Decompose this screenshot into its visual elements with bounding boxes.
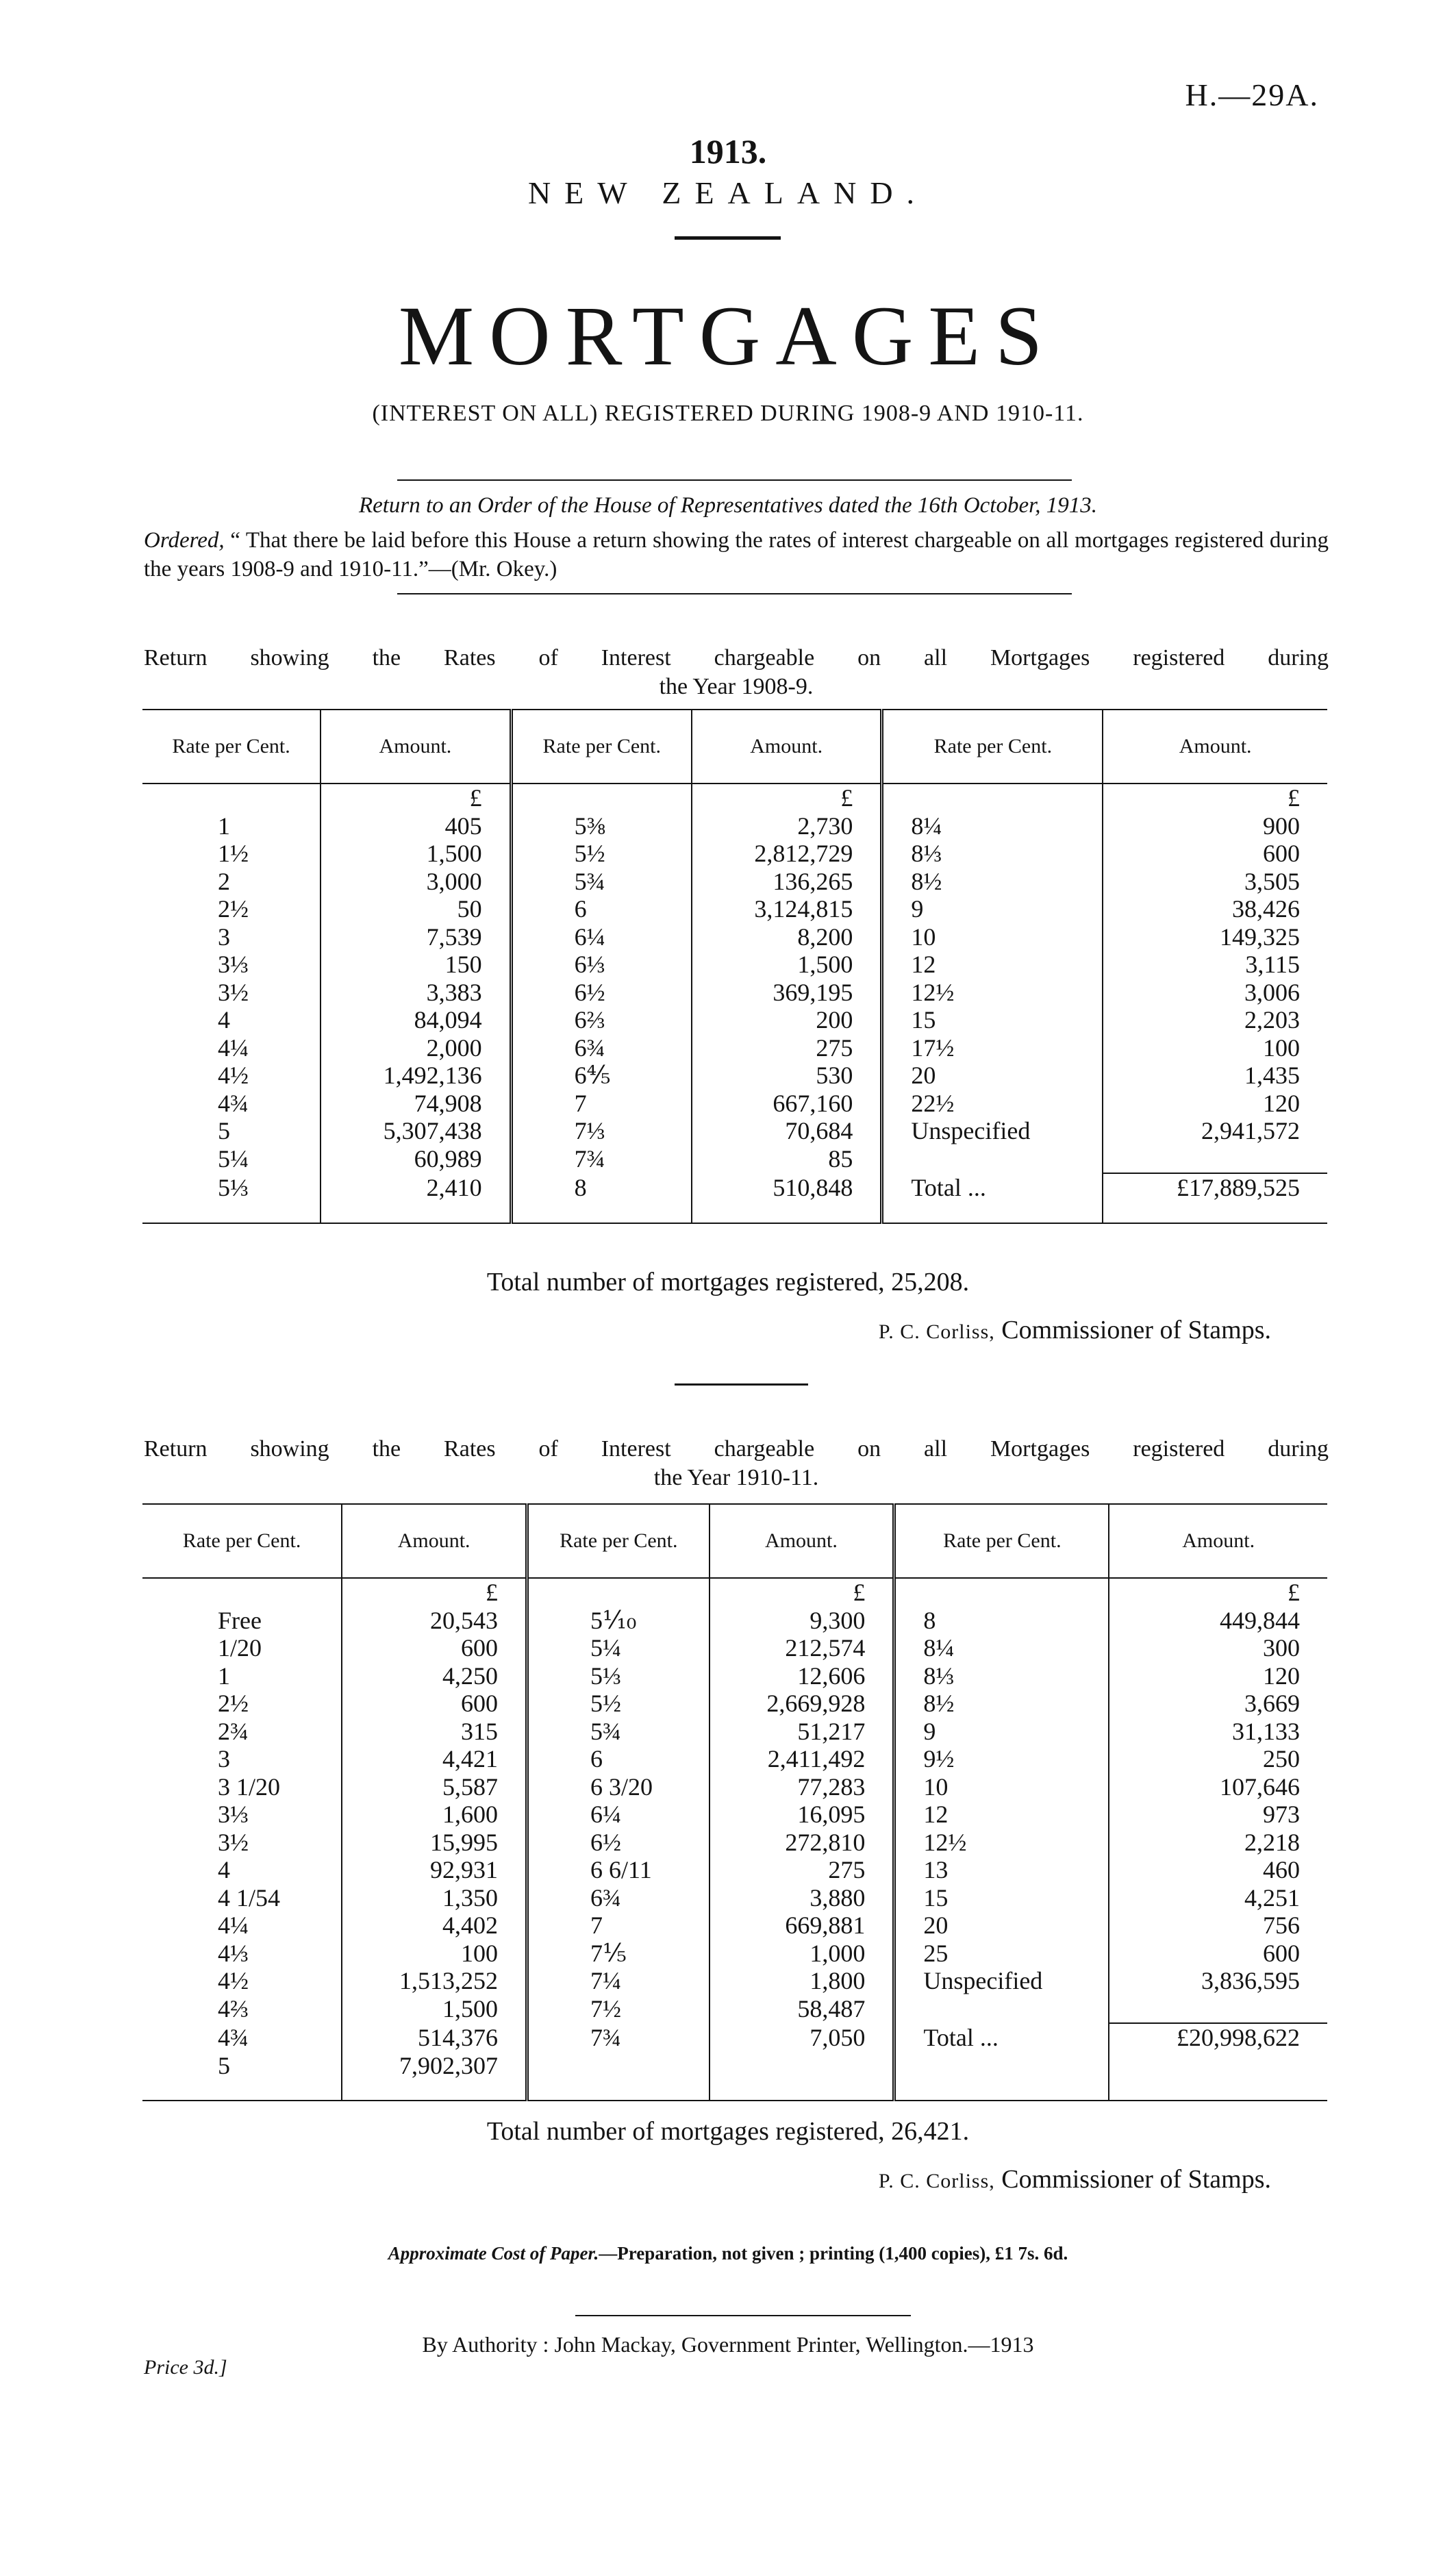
amount-cell: 600: [342, 1690, 527, 1718]
column-header: Amount.: [1103, 710, 1327, 784]
rate-cell: 3½: [142, 1829, 342, 1857]
rate-cell: 4: [142, 1006, 321, 1034]
rate-cell: 8⅓: [882, 840, 1103, 868]
amount-cell: 50: [321, 895, 511, 923]
amount-cell: 275: [710, 1856, 894, 1884]
rate-cell: 6¾: [511, 1034, 692, 1062]
amount-cell: 4,251: [1244, 1883, 1300, 1912]
amount-cell: 92,931: [342, 1856, 527, 1884]
amount-cell: 200: [692, 1006, 882, 1034]
amount-cell: 7,050: [710, 2023, 894, 2052]
amount-cell: 12,606: [710, 1662, 894, 1690]
amount-cell: 136,265: [692, 868, 882, 896]
amount-cell: 2,730: [692, 812, 882, 840]
amount-cell: 1,435: [1244, 1062, 1300, 1090]
rate-cell: 4⅔: [142, 1995, 342, 2024]
rate-cell: 5⅒: [527, 1607, 710, 1635]
rate-cell: 20: [894, 1912, 1109, 1940]
rate-cell: 7⅕: [527, 1940, 710, 1968]
currency-symbol: £: [1288, 784, 1300, 812]
amount-cell: 1,513,252: [342, 1967, 527, 1995]
rate-cell: 15: [882, 1006, 1103, 1034]
document-year: 1913.: [689, 132, 767, 171]
amount-cell: 369,195: [692, 979, 882, 1007]
table-row: [142, 895, 1327, 923]
amount-cell: 3,505: [1244, 867, 1300, 895]
amount-cell: [1109, 2052, 1327, 2080]
table-row: [142, 1829, 1327, 1857]
table-row: [142, 1718, 1327, 1746]
rate-cell: [894, 1995, 1109, 2024]
amount-cell: 973: [1263, 1801, 1300, 1829]
table-row: [142, 1690, 1327, 1718]
amount-cell: [710, 2052, 894, 2080]
amount-cell: 2,410: [321, 1173, 511, 1202]
amount-cell: 7,539: [321, 923, 511, 951]
rate-cell: 10: [894, 1773, 1109, 1801]
amount-cell: 3,836,595: [1201, 1967, 1300, 1995]
rate-cell: 5¾: [527, 1718, 710, 1746]
rate-cell: 6⅔: [511, 1006, 692, 1034]
amount-cell: 3,124,815: [692, 895, 882, 923]
rate-cell: [894, 2052, 1109, 2080]
amount-cell: 2,812,729: [692, 840, 882, 868]
rate-cell: 4¼: [142, 1034, 321, 1062]
amount-cell: 84,094: [321, 1006, 511, 1034]
table-row: [142, 923, 1327, 951]
amount-cell: 120: [1263, 1662, 1300, 1690]
amount-cell: [1103, 1145, 1327, 1174]
table1-heading-line2: the Year 1908-9.: [659, 674, 814, 699]
document-title: MORTGAGES: [398, 289, 1058, 383]
order-text: [144, 526, 1329, 584]
rate-cell: 4¼: [142, 1912, 342, 1940]
amount-cell: 300: [1263, 1634, 1300, 1662]
signatory-name: P. C. Corliss,: [878, 2170, 995, 2192]
column-header: Amount.: [321, 710, 511, 784]
rate-cell: 25: [894, 1940, 1109, 1968]
rate-cell: 4¾: [142, 2023, 342, 2052]
table-row: [142, 1145, 1327, 1174]
table-row: [142, 1090, 1327, 1118]
table2-heading-line2: the Year 1910-11.: [653, 1465, 819, 1490]
rate-cell: 8: [894, 1607, 1109, 1635]
column-header: Rate per Cent.: [882, 710, 1103, 784]
amount-cell: 275: [692, 1034, 882, 1062]
rate-cell: 7: [527, 1912, 710, 1940]
rate-cell: Total ...: [894, 2023, 1109, 2052]
rate-cell: 6½: [511, 979, 692, 1007]
rate-cell: 6⅘: [511, 1062, 692, 1090]
rate-cell: 6⅓: [511, 951, 692, 979]
rate-cell: 12½: [894, 1829, 1109, 1857]
rate-cell: 8¼: [882, 812, 1103, 840]
table-row: [142, 2052, 1327, 2080]
column-header: Rate per Cent.: [142, 1504, 342, 1578]
currency-symbol: £: [692, 784, 882, 812]
amount-cell: 1,492,136: [321, 1062, 511, 1090]
amount-cell: 460: [1263, 1856, 1300, 1884]
amount-cell: 514,376: [342, 2023, 527, 2052]
table-row: [142, 840, 1327, 868]
rate-cell: 8: [511, 1173, 692, 1202]
table2-signature: [879, 2164, 1271, 2194]
rate-cell: 9½: [894, 1745, 1109, 1773]
column-header: Amount.: [1109, 1504, 1327, 1578]
amount-cell: 405: [321, 812, 511, 840]
rate-cell: 2½: [142, 1690, 342, 1718]
column-header: Rate per Cent.: [527, 1504, 710, 1578]
table-row: [142, 1662, 1327, 1690]
amount-cell: 100: [342, 1940, 527, 1968]
amount-cell: 3,006: [1244, 978, 1300, 1006]
price: Price 3d.]: [144, 2356, 227, 2379]
amount-cell: 58,487: [710, 1995, 894, 2024]
table-row: [142, 1062, 1327, 1090]
table2-heading: [144, 1435, 1329, 1492]
footer-rule: [575, 2315, 911, 2316]
amount-cell: 2,000: [321, 1034, 511, 1062]
signatory-title: Commissioner of Stamps.: [1001, 2165, 1271, 2194]
amount-cell: 3,000: [321, 868, 511, 896]
amount-cell: [1109, 1995, 1327, 2024]
table1-header-row: [142, 710, 1327, 784]
rate-cell: 7¼: [527, 1967, 710, 1995]
amount-cell: 212,574: [710, 1634, 894, 1662]
divider-rule: [397, 479, 1072, 481]
amount-cell: 120: [1263, 1089, 1300, 1117]
rate-cell: [882, 1145, 1103, 1174]
amount-cell: 149,325: [1220, 923, 1300, 951]
amount-cell: 756: [1263, 1912, 1300, 1940]
rate-cell: 5¼: [527, 1634, 710, 1662]
table-row: [142, 1773, 1327, 1801]
currency-row: [142, 784, 1327, 812]
table1-heading: [144, 644, 1329, 701]
currency-symbol: £: [710, 1578, 894, 1607]
table2-total-count: Total number of mortgages registered, 26,421.: [486, 2117, 970, 2146]
printer-authority: By Authority : John Mackay, Government Printer, Wellington.—1913: [422, 2332, 1034, 2357]
table-row: [142, 812, 1327, 840]
rate-cell: 6¼: [511, 923, 692, 951]
rate-cell: 2½: [142, 895, 321, 923]
divider-rule: [397, 593, 1072, 594]
currency-symbol: £: [321, 784, 511, 812]
column-header: Rate per Cent.: [894, 1504, 1109, 1578]
amount-cell: 2,941,572: [1201, 1117, 1300, 1145]
ordered-label: Ordered,: [144, 528, 225, 553]
amount-cell: 2,218: [1244, 1828, 1300, 1856]
column-header: Amount.: [710, 1504, 894, 1578]
amount-cell: 3,880: [710, 1884, 894, 1912]
table1-signature: [879, 1315, 1271, 1345]
table-row: [142, 1117, 1327, 1145]
currency-row: [142, 1578, 1327, 1607]
rate-cell: 22½: [882, 1090, 1103, 1118]
rate-cell: 4: [142, 1856, 342, 1884]
rate-cell: 3½: [142, 979, 321, 1007]
amount-cell: 600: [1263, 1939, 1300, 1967]
amount-cell: 667,160: [692, 1090, 882, 1118]
rate-cell: 5½: [527, 1690, 710, 1718]
table-row: [142, 1884, 1327, 1912]
amount-cell: 272,810: [710, 1829, 894, 1857]
rate-cell: 6 3/20: [527, 1773, 710, 1801]
table2: [142, 1503, 1327, 2101]
currency-symbol: £: [342, 1578, 527, 1607]
rate-cell: 5: [142, 2052, 342, 2080]
signatory-name: P. C. Corliss,: [878, 1320, 995, 1343]
rate-cell: 4¾: [142, 1090, 321, 1118]
cost-label: Approximate Cost of Paper.: [388, 2243, 599, 2264]
amount-cell: 1,000: [710, 1940, 894, 1968]
amount-cell: 2,203: [1244, 1006, 1300, 1034]
amount-cell: 60,989: [321, 1145, 511, 1174]
rate-cell: 3⅓: [142, 1801, 342, 1829]
table-row: [142, 1607, 1327, 1635]
section-rule: [675, 1383, 808, 1386]
document-subtitle: (INTEREST ON ALL) REGISTERED DURING 1908-9 AND 1910-11.: [372, 401, 1084, 426]
amount-cell: 315: [342, 1718, 527, 1746]
currency-symbol: £: [1288, 1579, 1300, 1607]
table-row: [142, 1801, 1327, 1829]
table-row: [142, 1745, 1327, 1773]
rate-cell: 7½: [527, 1995, 710, 2024]
amount-cell: 31,133: [1232, 1717, 1300, 1745]
rate-cell: 5⅓: [142, 1173, 321, 1202]
table-row: [142, 979, 1327, 1007]
amount-cell: 51,217: [710, 1718, 894, 1746]
rate-cell: 10: [882, 923, 1103, 951]
cost-of-paper: [0, 2243, 1456, 2264]
rate-cell: 3: [142, 923, 321, 951]
country-heading: NEW ZEALAND.: [527, 175, 929, 210]
rate-cell: Total ...: [882, 1173, 1103, 1202]
rate-cell: 13: [894, 1856, 1109, 1884]
rate-cell: 15: [894, 1884, 1109, 1912]
rate-cell: 4½: [142, 1967, 342, 1995]
rate-cell: 7: [511, 1090, 692, 1118]
amount-cell: 5,307,438: [321, 1117, 511, 1145]
rate-cell: 5⅓: [527, 1662, 710, 1690]
rate-cell: 9: [882, 895, 1103, 923]
amount-cell: 74,908: [321, 1090, 511, 1118]
rate-cell: 3⅓: [142, 951, 321, 979]
table1: [142, 709, 1327, 1224]
order-body: “ That there be laid before this House a return showing the rates of interest chargeable on all mortgages registered during the years 1908-9 and 1910-11.”—(Mr. Okey.): [144, 528, 1329, 581]
rate-cell: 8½: [882, 868, 1103, 896]
rate-cell: 8⅓: [894, 1662, 1109, 1690]
rate-cell: Free: [142, 1607, 342, 1635]
amount-cell: £17,889,525: [1103, 1173, 1327, 1202]
rate-cell: 3: [142, 1745, 342, 1773]
table2-heading-line1: Return showing the Rates of Interest chargeable on all Mortgages registered during: [144, 1436, 1329, 1462]
order-reference: Return to an Order of the House of Representatives dated the 16th October, 1913.: [358, 493, 1098, 518]
rate-cell: [527, 2052, 710, 2080]
rate-cell: Unspecified: [894, 1967, 1109, 1995]
column-header: Amount.: [692, 710, 882, 784]
rate-cell: 5: [142, 1117, 321, 1145]
rate-cell: 6: [511, 895, 692, 923]
amount-cell: 4,250: [342, 1662, 527, 1690]
amount-cell: £20,998,622: [1109, 2023, 1327, 2052]
column-header: Rate per Cent.: [142, 710, 321, 784]
amount-cell: 250: [1263, 1745, 1300, 1773]
amount-cell: 107,646: [1220, 1772, 1300, 1801]
amount-cell: 600: [342, 1634, 527, 1662]
rate-cell: 4 1/54: [142, 1884, 342, 1912]
amount-cell: 4,421: [342, 1745, 527, 1773]
table-row: [142, 1912, 1327, 1940]
rate-cell: 7¾: [511, 1145, 692, 1174]
rate-cell: 5¾: [511, 868, 692, 896]
rate-cell: 6½: [527, 1829, 710, 1857]
amount-cell: 1,500: [321, 840, 511, 868]
amount-cell: 3,115: [1245, 951, 1300, 979]
amount-cell: 600: [1263, 840, 1300, 868]
table-row: [142, 1006, 1327, 1034]
table1-total-count: Total number of mortgages registered, 25,208.: [486, 1268, 970, 1296]
amount-cell: 7,902,307: [342, 2052, 527, 2080]
rate-cell: 20: [882, 1062, 1103, 1090]
rate-cell: 6: [527, 1745, 710, 1773]
rate-cell: 2: [142, 868, 321, 896]
short-rule: [675, 236, 781, 240]
amount-cell: 530: [692, 1062, 882, 1090]
rate-cell: 4½: [142, 1062, 321, 1090]
rate-cell: 6¾: [527, 1884, 710, 1912]
table-row: [142, 868, 1327, 896]
amount-cell: 1,350: [342, 1884, 527, 1912]
rate-cell: 8¼: [894, 1634, 1109, 1662]
amount-cell: 15,995: [342, 1829, 527, 1857]
table-row: [142, 1940, 1327, 1968]
rate-cell: 2¾: [142, 1718, 342, 1746]
table1-heading-line1: Return showing the Rates of Interest chargeable on all Mortgages registered during: [144, 645, 1329, 671]
table-row: [142, 1173, 1327, 1202]
amount-cell: 1,600: [342, 1801, 527, 1829]
amount-cell: 85: [692, 1145, 882, 1174]
signatory-title: Commissioner of Stamps.: [1001, 1316, 1271, 1344]
rate-cell: 7¾: [527, 2023, 710, 2052]
rate-cell: 1½: [142, 840, 321, 868]
amount-cell: 9,300: [710, 1607, 894, 1635]
table-row: [142, 1967, 1327, 1995]
amount-cell: 1,500: [342, 1995, 527, 2024]
amount-cell: 8,200: [692, 923, 882, 951]
column-header: Amount.: [342, 1504, 527, 1578]
rate-cell: 7⅓: [511, 1117, 692, 1145]
rate-cell: Unspecified: [882, 1117, 1103, 1145]
rate-cell: 8½: [894, 1690, 1109, 1718]
amount-cell: 16,095: [710, 1801, 894, 1829]
rate-cell: 12½: [882, 979, 1103, 1007]
amount-cell: 77,283: [710, 1773, 894, 1801]
rate-cell: 5¼: [142, 1145, 321, 1174]
amount-cell: 2,411,492: [710, 1745, 894, 1773]
table-row: [142, 1856, 1327, 1884]
amount-cell: 510,848: [692, 1173, 882, 1202]
cost-text: —Preparation, not given ; printing (1,400 copies), £1 7s. 6d.: [599, 2243, 1068, 2264]
rate-cell: 1: [142, 1662, 342, 1690]
table-bottom-row: [142, 1202, 1327, 1223]
table-row: [142, 951, 1327, 979]
rate-cell: 12: [882, 951, 1103, 979]
table-row: [142, 1034, 1327, 1062]
table-bottom-row: [142, 2079, 1327, 2101]
amount-cell: 4,402: [342, 1912, 527, 1940]
rate-cell: 9: [894, 1718, 1109, 1746]
rate-cell: 6 6/11: [527, 1856, 710, 1884]
rate-cell: 5½: [511, 840, 692, 868]
amount-cell: 1,500: [692, 951, 882, 979]
document-reference: H.—29A.: [1185, 77, 1319, 112]
rate-cell: 1/20: [142, 1634, 342, 1662]
rate-cell: 6¼: [527, 1801, 710, 1829]
amount-cell: 100: [1263, 1033, 1300, 1062]
rate-cell: 4⅓: [142, 1940, 342, 1968]
table-row: [142, 2023, 1327, 2052]
column-header: Rate per Cent.: [511, 710, 692, 784]
amount-cell: 2,669,928: [710, 1690, 894, 1718]
rate-cell: 3 1/20: [142, 1773, 342, 1801]
table2-header-row: [142, 1504, 1327, 1578]
amount-cell: 900: [1263, 812, 1300, 840]
table-row: [142, 1995, 1327, 2024]
amount-cell: 70,684: [692, 1117, 882, 1145]
amount-cell: 3,669: [1244, 1690, 1300, 1718]
amount-cell: 449,844: [1220, 1606, 1300, 1634]
amount-cell: 38,426: [1232, 895, 1300, 923]
amount-cell: 1,800: [710, 1967, 894, 1995]
rate-cell: 12: [894, 1801, 1109, 1829]
rate-cell: 5⅜: [511, 812, 692, 840]
amount-cell: 150: [321, 951, 511, 979]
rate-cell: 1: [142, 812, 321, 840]
rate-cell: 17½: [882, 1034, 1103, 1062]
amount-cell: 3,383: [321, 979, 511, 1007]
amount-cell: 669,881: [710, 1912, 894, 1940]
table-row: [142, 1634, 1327, 1662]
amount-cell: 5,587: [342, 1773, 527, 1801]
amount-cell: 20,543: [342, 1607, 527, 1635]
